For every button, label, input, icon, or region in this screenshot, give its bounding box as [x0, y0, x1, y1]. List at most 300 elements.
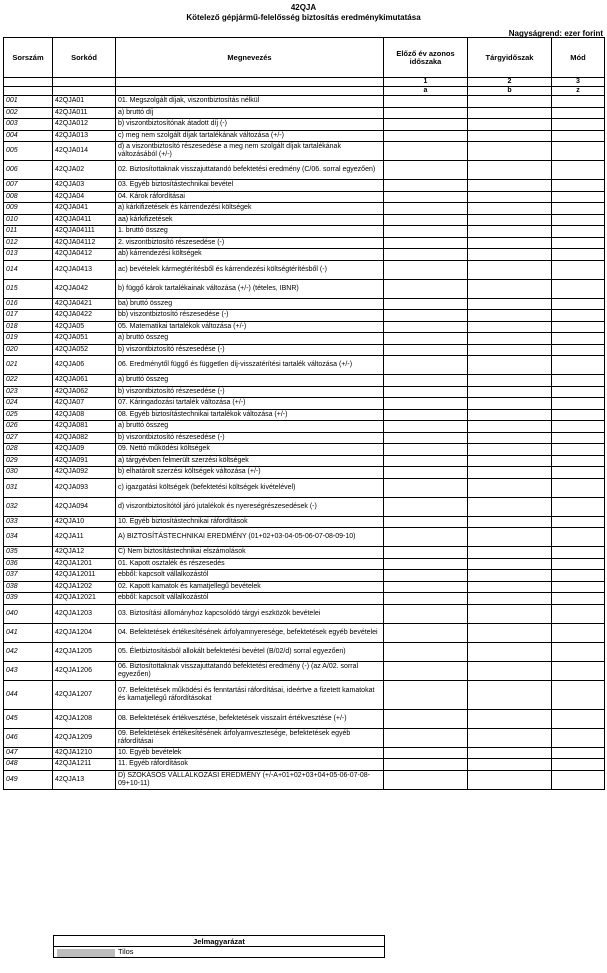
legend-title: Jelmagyarázat: [54, 936, 385, 947]
row-code: 42QJA0421: [53, 298, 116, 310]
row-name: c) meg nem szolgált díjak tartalékának változása (+/-): [116, 130, 384, 142]
value-current[interactable]: [468, 558, 552, 570]
table-row: [4, 497, 605, 516]
value-mode[interactable]: [552, 709, 605, 728]
row-code: 42QJA1206: [53, 661, 116, 680]
row-code: 42QJA04: [53, 191, 116, 203]
forbidden-swatch: [57, 949, 115, 957]
row-name: 10. Egyéb biztosítástechnikai ráfordítások: [116, 516, 384, 528]
value-current[interactable]: [468, 386, 552, 398]
row-name: 11. Egyéb ráfordítások: [116, 759, 384, 771]
value-prev-year[interactable]: [384, 497, 468, 516]
row-number: 006: [4, 161, 53, 180]
row-code: 42QJA082: [53, 432, 116, 444]
row-code: 42QJA052: [53, 344, 116, 356]
value-mode[interactable]: [552, 558, 605, 570]
row-number: 002: [4, 107, 53, 119]
row-code: 42QJA12021: [53, 593, 116, 605]
row-code: 42QJA1207: [53, 680, 116, 709]
value-current[interactable]: [468, 728, 552, 747]
value-current[interactable]: [468, 321, 552, 333]
table-row: [4, 661, 605, 680]
row-number: 042: [4, 642, 53, 661]
row-number: 010: [4, 214, 53, 226]
row-number: 009: [4, 203, 53, 215]
value-mode[interactable]: [552, 298, 605, 310]
value-prev-year[interactable]: [384, 747, 468, 759]
row-name: 01. Kapott osztalék és részesedés: [116, 558, 384, 570]
value-prev-year[interactable]: [384, 623, 468, 642]
value-prev-year[interactable]: [384, 421, 468, 433]
row-number: 035: [4, 547, 53, 559]
row-code: 42QJA1208: [53, 709, 116, 728]
value-prev-year[interactable]: [384, 409, 468, 421]
table-row: [4, 709, 605, 728]
row-code: 42QJA081: [53, 421, 116, 433]
value-current[interactable]: [468, 191, 552, 203]
header-sorkod: Sorkód: [53, 38, 116, 78]
value-mode[interactable]: [552, 623, 605, 642]
row-number: 029: [4, 455, 53, 467]
value-mode[interactable]: [552, 130, 605, 142]
value-current[interactable]: [468, 770, 552, 789]
value-prev-year[interactable]: [384, 279, 468, 298]
value-current[interactable]: [468, 409, 552, 421]
row-name: 09. Nettó működési költségek: [116, 444, 384, 456]
row-name: 05. Életbiztosításból allokált befektetési bevétel (B/02/d) sorral egyezően): [116, 642, 384, 661]
value-mode[interactable]: [552, 344, 605, 356]
table-row: [4, 516, 605, 528]
value-prev-year[interactable]: [384, 728, 468, 747]
row-number: 025: [4, 409, 53, 421]
value-current[interactable]: [468, 107, 552, 119]
table-row: [4, 593, 605, 605]
value-mode[interactable]: [552, 593, 605, 605]
value-prev-year[interactable]: [384, 130, 468, 142]
table-row: [4, 759, 605, 771]
table-row: [4, 203, 605, 215]
row-number: 003: [4, 119, 53, 131]
row-number: 005: [4, 142, 53, 161]
value-prev-year[interactable]: [384, 547, 468, 559]
row-name: C) Nem biztosítástechnikai elszámolások: [116, 547, 384, 559]
table-row: [4, 444, 605, 456]
table-row: [4, 604, 605, 623]
value-mode[interactable]: [552, 432, 605, 444]
row-number: 036: [4, 558, 53, 570]
value-mode[interactable]: [552, 333, 605, 345]
value-mode[interactable]: [552, 770, 605, 789]
value-mode[interactable]: [552, 191, 605, 203]
row-number: 034: [4, 528, 53, 547]
row-code: 42QJA091: [53, 455, 116, 467]
value-mode[interactable]: [552, 237, 605, 249]
value-current[interactable]: [468, 623, 552, 642]
value-current[interactable]: [468, 497, 552, 516]
row-code: 42QJA0411: [53, 214, 116, 226]
value-prev-year[interactable]: [384, 709, 468, 728]
row-code: 42QJA061: [53, 375, 116, 387]
value-prev-year[interactable]: [384, 96, 468, 108]
value-mode[interactable]: [552, 547, 605, 559]
value-current[interactable]: [468, 310, 552, 322]
row-name: c) igazgatási költségek (befektetési költségek kivételével): [116, 478, 384, 497]
row-code: 42QJA04111: [53, 226, 116, 238]
value-mode[interactable]: [552, 528, 605, 547]
table-row: [4, 770, 605, 789]
legend-table: [53, 935, 385, 958]
table-row: [4, 455, 605, 467]
table-row: [4, 467, 605, 479]
value-prev-year[interactable]: [384, 214, 468, 226]
row-number: 001: [4, 96, 53, 108]
value-prev-year[interactable]: [384, 455, 468, 467]
value-current[interactable]: [468, 455, 552, 467]
value-current[interactable]: [468, 333, 552, 345]
row-name: a) bruttó összeg: [116, 421, 384, 433]
row-name: bb) viszontbiztosító részesedése (-): [116, 310, 384, 322]
row-number: 022: [4, 375, 53, 387]
row-name: 01. Megszolgált díjak, viszontbiztosítás nélkül: [116, 96, 384, 108]
value-current[interactable]: [468, 249, 552, 261]
table-row: [4, 260, 605, 279]
table-row: [4, 528, 605, 547]
value-current[interactable]: [468, 119, 552, 131]
value-prev-year[interactable]: [384, 604, 468, 623]
row-number: 032: [4, 497, 53, 516]
table-row: [4, 623, 605, 642]
legend-item-label: Tilos: [118, 947, 134, 957]
value-mode[interactable]: [552, 249, 605, 261]
value-prev-year[interactable]: [384, 558, 468, 570]
row-code: 42QJA08: [53, 409, 116, 421]
row-code: 42QJA03: [53, 180, 116, 192]
value-prev-year[interactable]: [384, 516, 468, 528]
value-prev-year[interactable]: [384, 467, 468, 479]
value-current[interactable]: [468, 747, 552, 759]
row-code: 42QJA094: [53, 497, 116, 516]
value-prev-year[interactable]: [384, 260, 468, 279]
row-name: 03. Biztosítási állományhoz kapcsolódó tárgyi eszközök bevételei: [116, 604, 384, 623]
value-mode[interactable]: [552, 226, 605, 238]
value-current[interactable]: [468, 432, 552, 444]
row-number: 047: [4, 747, 53, 759]
value-mode[interactable]: [552, 759, 605, 771]
table-row: [4, 432, 605, 444]
row-number: 028: [4, 444, 53, 456]
row-name: aa) kárkifizetések: [116, 214, 384, 226]
value-mode[interactable]: [552, 356, 605, 375]
value-prev-year[interactable]: [384, 528, 468, 547]
row-code: 42QJA13: [53, 770, 116, 789]
value-current[interactable]: [468, 237, 552, 249]
value-prev-year[interactable]: [384, 432, 468, 444]
form-code: 42QJA: [290, 3, 317, 12]
row-name: 03. Egyéb biztosítástechnikai bevétel: [116, 180, 384, 192]
row-name: 04. Befektetések értékesítésének árfolyamnyeresége, befektetések egyéb bevételei: [116, 623, 384, 642]
table-row: [4, 180, 605, 192]
value-prev-year[interactable]: [384, 142, 468, 161]
value-current[interactable]: [468, 180, 552, 192]
value-mode[interactable]: [552, 642, 605, 661]
value-prev-year[interactable]: [384, 344, 468, 356]
row-number: 041: [4, 623, 53, 642]
value-current[interactable]: [468, 96, 552, 108]
row-number: 018: [4, 321, 53, 333]
value-prev-year[interactable]: [384, 570, 468, 582]
row-number: 016: [4, 298, 53, 310]
value-mode[interactable]: [552, 570, 605, 582]
value-mode[interactable]: [552, 661, 605, 680]
value-prev-year[interactable]: [384, 203, 468, 215]
row-number: 015: [4, 279, 53, 298]
value-mode[interactable]: [552, 119, 605, 131]
blank-cell: [116, 87, 384, 96]
row-code: 42QJA05: [53, 321, 116, 333]
value-mode[interactable]: [552, 444, 605, 456]
row-code: 42QJA11: [53, 528, 116, 547]
row-name: 09. Befektetések értékesítésének árfolyamvesztesége, befektetések egyéb ráfordításai: [116, 728, 384, 747]
row-code: 42QJA01: [53, 96, 116, 108]
row-name: b) elhatárolt szerzési költségek változása (+/-): [116, 467, 384, 479]
value-mode[interactable]: [552, 497, 605, 516]
value-prev-year[interactable]: [384, 237, 468, 249]
row-number: 033: [4, 516, 53, 528]
value-mode[interactable]: [552, 203, 605, 215]
blank-cell: [53, 78, 116, 87]
row-number: 013: [4, 249, 53, 261]
row-name: b) viszontbiztosítónak átadott díj (-): [116, 119, 384, 131]
row-code: 42QJA011: [53, 107, 116, 119]
row-code: 42QJA10: [53, 516, 116, 528]
row-code: 42QJA1202: [53, 581, 116, 593]
table-row: [4, 421, 605, 433]
value-prev-year[interactable]: [384, 310, 468, 322]
row-name: 06. Eredménytől függő és független díj-visszatérítési tartalék változása (+/-): [116, 356, 384, 375]
table-row: [4, 547, 605, 559]
value-prev-year[interactable]: [384, 161, 468, 180]
value-mode[interactable]: [552, 478, 605, 497]
row-code: 42QJA1211: [53, 759, 116, 771]
value-current[interactable]: [468, 214, 552, 226]
value-current[interactable]: [468, 279, 552, 298]
table-row: [4, 249, 605, 261]
value-mode[interactable]: [552, 398, 605, 410]
value-prev-year[interactable]: [384, 180, 468, 192]
value-current[interactable]: [468, 547, 552, 559]
value-current[interactable]: [468, 398, 552, 410]
row-code: 42QJA1210: [53, 747, 116, 759]
row-name: 2. viszontbiztosító részesedése (-): [116, 237, 384, 249]
value-current[interactable]: [468, 298, 552, 310]
value-prev-year[interactable]: [384, 661, 468, 680]
row-code: 42QJA041: [53, 203, 116, 215]
row-name: 04. Károk ráfordításai: [116, 191, 384, 203]
row-name: a) tárgyévben felmerült szerzési költségek: [116, 455, 384, 467]
row-name: b) viszontbiztosító részesedése (-): [116, 386, 384, 398]
table-row: [4, 142, 605, 161]
row-number: 026: [4, 421, 53, 433]
value-prev-year[interactable]: [384, 333, 468, 345]
value-mode[interactable]: [552, 375, 605, 387]
row-name: 05. Matematikai tartalékok változása (+/-): [116, 321, 384, 333]
row-name: ebből: kapcsolt vállalkozástól: [116, 593, 384, 605]
value-current[interactable]: [468, 680, 552, 709]
value-mode[interactable]: [552, 747, 605, 759]
value-current[interactable]: [468, 161, 552, 180]
value-current[interactable]: [468, 142, 552, 161]
header-mod: Mód: [552, 38, 605, 78]
value-mode[interactable]: [552, 455, 605, 467]
value-current[interactable]: [468, 570, 552, 582]
report-table: [3, 37, 605, 790]
value-prev-year[interactable]: [384, 119, 468, 131]
row-name: ac) bevételek kármegtérítésből és kárrendezési költségtérítésből (-): [116, 260, 384, 279]
value-prev-year[interactable]: [384, 298, 468, 310]
row-name: d) viszontbiztosítótól járó jutalékok és nyereségrészesedések (-): [116, 497, 384, 516]
row-name: A) BIZTOSÍTÁSTECHNIKAI EREDMÉNY (01+02+03-04-05-06-07-08-09-10): [116, 528, 384, 547]
row-name: ebből: kapcsolt vállalkozástól: [116, 570, 384, 582]
value-prev-year[interactable]: [384, 226, 468, 238]
value-prev-year[interactable]: [384, 642, 468, 661]
value-prev-year[interactable]: [384, 581, 468, 593]
value-mode[interactable]: [552, 421, 605, 433]
column-number: 1: [384, 78, 468, 87]
row-code: 42QJA1204: [53, 623, 116, 642]
unit-label: Nagyságrend: ezer forint: [508, 29, 603, 38]
value-mode[interactable]: [552, 516, 605, 528]
row-number: 038: [4, 581, 53, 593]
value-mode[interactable]: [552, 161, 605, 180]
value-prev-year[interactable]: [384, 593, 468, 605]
row-name: d) a viszontbiztosító részesedése a meg nem szolgált díjak tartalékának változásából (+/-): [116, 142, 384, 161]
value-prev-year[interactable]: [384, 249, 468, 261]
value-current[interactable]: [468, 581, 552, 593]
value-mode[interactable]: [552, 214, 605, 226]
row-name: 08. Egyéb biztosítástechnikai tartalékok változása (+/-): [116, 409, 384, 421]
value-current[interactable]: [468, 709, 552, 728]
value-current[interactable]: [468, 759, 552, 771]
row-number: 011: [4, 226, 53, 238]
value-mode[interactable]: [552, 180, 605, 192]
value-current[interactable]: [468, 203, 552, 215]
value-current[interactable]: [468, 661, 552, 680]
value-mode[interactable]: [552, 467, 605, 479]
column-number: 2: [468, 78, 552, 87]
value-current[interactable]: [468, 593, 552, 605]
row-code: 42QJA06: [53, 356, 116, 375]
value-mode[interactable]: [552, 604, 605, 623]
value-mode[interactable]: [552, 409, 605, 421]
table-row: [4, 321, 605, 333]
table-row: [4, 214, 605, 226]
header-sorszam: Sorszám: [4, 38, 53, 78]
value-prev-year[interactable]: [384, 375, 468, 387]
value-current[interactable]: [468, 356, 552, 375]
value-current[interactable]: [468, 516, 552, 528]
value-current[interactable]: [468, 226, 552, 238]
table-row: [4, 96, 605, 108]
value-prev-year[interactable]: [384, 398, 468, 410]
value-mode[interactable]: [552, 96, 605, 108]
row-number: 043: [4, 661, 53, 680]
column-letter: z: [552, 87, 605, 96]
row-name: b) viszontbiztosító részesedése (-): [116, 432, 384, 444]
value-mode[interactable]: [552, 728, 605, 747]
row-code: 42QJA1203: [53, 604, 116, 623]
value-mode[interactable]: [552, 142, 605, 161]
value-mode[interactable]: [552, 310, 605, 322]
value-mode[interactable]: [552, 107, 605, 119]
row-name: a) bruttó összeg: [116, 375, 384, 387]
value-mode[interactable]: [552, 260, 605, 279]
value-mode[interactable]: [552, 386, 605, 398]
table-body: [4, 96, 605, 790]
value-current[interactable]: [468, 375, 552, 387]
row-number: 039: [4, 593, 53, 605]
row-code: 42QJA1201: [53, 558, 116, 570]
table-row: [4, 310, 605, 322]
header-elozo-ev: Előző év azonos időszaka: [384, 38, 468, 78]
row-number: 044: [4, 680, 53, 709]
row-name: 06. Biztosítottaknak visszajuttatandó befektetési eredmény (-) (az A/02. sorral egyezően): [116, 661, 384, 680]
value-prev-year[interactable]: [384, 356, 468, 375]
table-row: [4, 409, 605, 421]
row-name: b) függő károk tartalékainak változása (+/-) (tételes, IBNR): [116, 279, 384, 298]
value-prev-year[interactable]: [384, 680, 468, 709]
value-current[interactable]: [468, 478, 552, 497]
table-row: [4, 344, 605, 356]
value-prev-year[interactable]: [384, 107, 468, 119]
table-row: [4, 161, 605, 180]
row-code: 42QJA012: [53, 119, 116, 131]
value-mode[interactable]: [552, 321, 605, 333]
value-mode[interactable]: [552, 279, 605, 298]
column-number: 3: [552, 78, 605, 87]
row-code: 42QJA12011: [53, 570, 116, 582]
value-current[interactable]: [468, 344, 552, 356]
value-current[interactable]: [468, 642, 552, 661]
value-prev-year[interactable]: [384, 444, 468, 456]
value-prev-year[interactable]: [384, 386, 468, 398]
value-mode[interactable]: [552, 680, 605, 709]
value-prev-year[interactable]: [384, 321, 468, 333]
row-number: 007: [4, 180, 53, 192]
value-current[interactable]: [468, 467, 552, 479]
row-code: 42QJA0412: [53, 249, 116, 261]
row-name: 08. Befektetések értékvesztése, befektetések visszaírt értékvesztése (+/-): [116, 709, 384, 728]
value-prev-year[interactable]: [384, 191, 468, 203]
row-number: 037: [4, 570, 53, 582]
table-row: [4, 747, 605, 759]
value-current[interactable]: [468, 130, 552, 142]
value-mode[interactable]: [552, 581, 605, 593]
value-current[interactable]: [468, 421, 552, 433]
row-code: 42QJA093: [53, 478, 116, 497]
row-code: 42QJA07: [53, 398, 116, 410]
row-name: D) SZOKÁSOS VÁLLALKOZÁSI EREDMÉNY (+/-A+01+02+03+04+05-06-07-08-09+10-11): [116, 770, 384, 789]
row-number: 031: [4, 478, 53, 497]
value-current[interactable]: [468, 260, 552, 279]
value-current[interactable]: [468, 604, 552, 623]
row-code: 42QJA1205: [53, 642, 116, 661]
value-prev-year[interactable]: [384, 770, 468, 789]
value-prev-year[interactable]: [384, 759, 468, 771]
value-current[interactable]: [468, 528, 552, 547]
value-current[interactable]: [468, 444, 552, 456]
row-code: 42QJA09: [53, 444, 116, 456]
value-prev-year[interactable]: [384, 478, 468, 497]
